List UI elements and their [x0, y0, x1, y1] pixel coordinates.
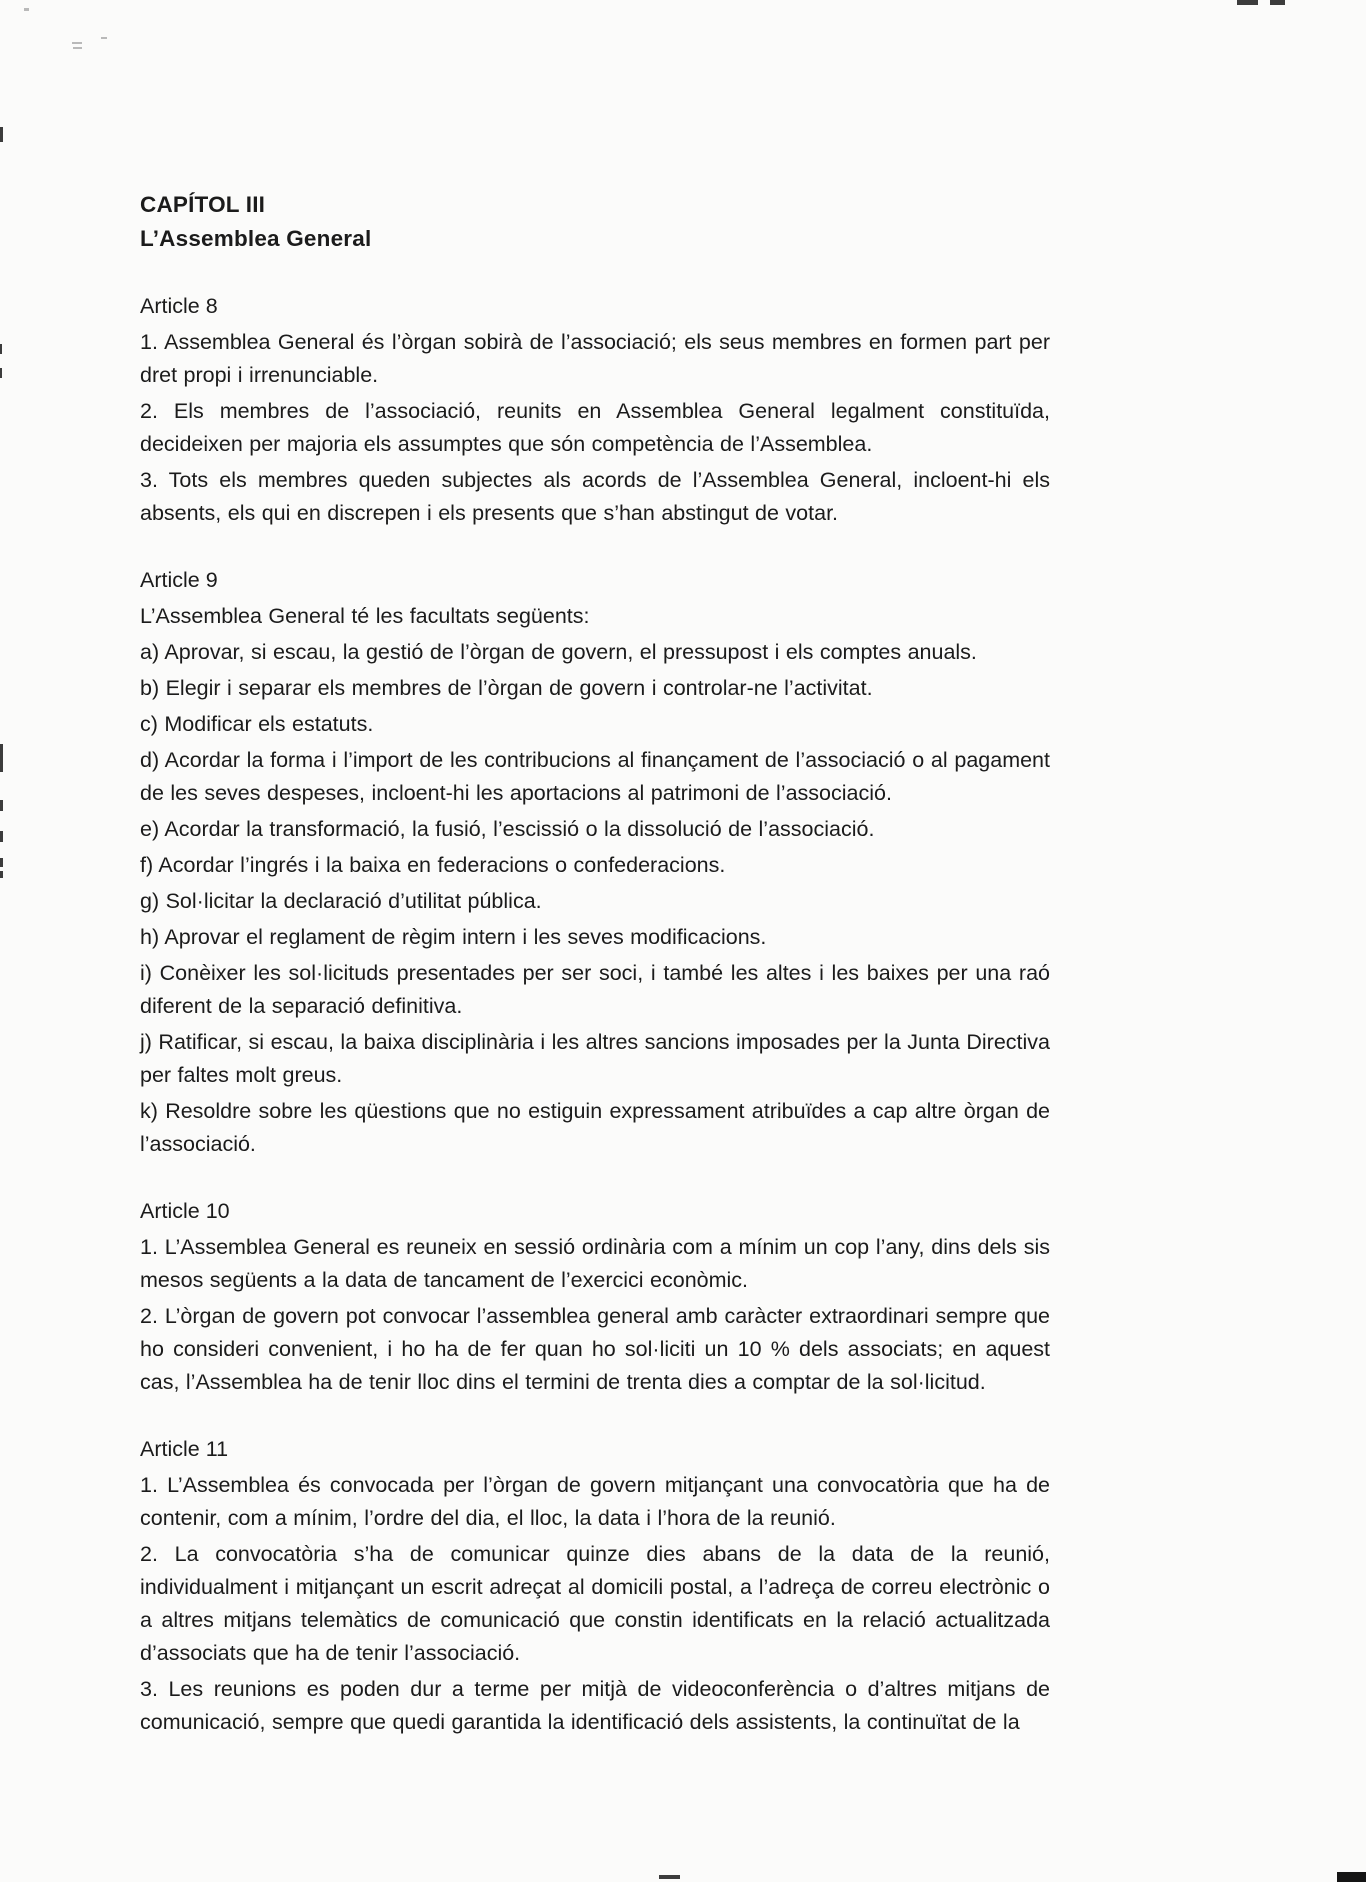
scan-artifact	[0, 871, 3, 878]
scan-artifact	[0, 858, 3, 867]
scan-artifact	[0, 744, 3, 772]
document-text-block	[140, 188, 1050, 1742]
article-8-paragraph-3: 3. Tots els membres queden subjectes als acords de l’Assemblea General, incloent-hi els absents, els qui en discrepen i els presents que s’han abstingut de votar.	[140, 468, 1050, 525]
chapter-subtitle: L’Assemblea General	[140, 226, 372, 251]
article-9-item-g: g) Sol·licitar la declaració d’utilitat pública.	[140, 889, 542, 913]
article-9-item-k: k) Resoldre sobre les qüestions que no estiguin expressament atribuïdes a cap altre òrgan de l’associació.	[140, 1099, 1050, 1156]
article-9-item-j: j) Ratificar, si escau, la baixa disciplinària i les altres sancions imposades per la Junta Directiva per faltes molt greus.	[140, 1030, 1050, 1087]
scan-artifact	[1337, 1872, 1366, 1882]
article-9-item-a: a) Aprovar, si escau, la gestió de l’òrgan de govern, el pressupost i els comptes anuals.	[140, 640, 977, 664]
article-8-paragraph-1: 1. Assemblea General és l’òrgan sobirà de l’associació; els seus membres en formen part per dret propi i irrenunciable.	[140, 330, 1050, 387]
article-9-item-c: c) Modificar els estatuts.	[140, 712, 374, 736]
article-11	[140, 1433, 1050, 1739]
article-9	[140, 564, 1050, 1161]
scan-artifact	[0, 127, 3, 142]
article-9-item-e: e) Acordar la transformació, la fusió, l’escissió o la dissolució de l’associació.	[140, 817, 875, 841]
article-9-heading: Article 9	[140, 568, 218, 592]
article-11-heading: Article 11	[140, 1437, 229, 1461]
article-11-paragraph-1: 1. L’Assemblea és convocada per l’òrgan de govern mitjançant una convocatòria que ha de contenir, com a mínim, l’ordre del dia, el lloc, la data i l’hora de la reunió.	[140, 1473, 1050, 1530]
article-9-item-h: h) Aprovar el reglament de règim intern i les seves modificacions.	[140, 925, 767, 949]
scan-artifact	[0, 368, 2, 378]
article-11-paragraph-3: 3. Les reunions es poden dur a terme per mitjà de videoconferència o d’altres mitjans de comunicació, sempre que quedi garantida la identificació dels assistents, la continuïtat de la	[140, 1677, 1050, 1734]
scan-artifact	[0, 344, 2, 354]
scan-artifact	[1270, 0, 1285, 5]
scan-artifact	[24, 8, 29, 11]
article-9-item-f: f) Acordar l’ingrés i la baixa en federacions o confederacions.	[140, 853, 726, 877]
article-9-item-d: d) Acordar la forma i l’import de les contribucions al finançament de l’associació o al pagament de les seves despeses, incloent-hi les aportacions al patrimoni de l’associació.	[140, 748, 1050, 805]
scan-artifact	[73, 47, 82, 49]
article-9-intro: L’Assemblea General té les facultats següents:	[140, 604, 590, 628]
scan-artifact	[1237, 0, 1258, 5]
chapter-title: CAPÍTOL III	[140, 192, 266, 217]
scan-artifact	[659, 1875, 680, 1879]
scan-artifact	[0, 800, 3, 811]
article-10-heading: Article 10	[140, 1199, 230, 1223]
article-8-paragraph-2: 2. Els membres de l’associació, reunits en Assemblea General legalment constituïda, decideixen per majoria els assumptes que són competència de l’Assemblea.	[140, 399, 1050, 456]
article-8	[140, 290, 1050, 530]
article-10-paragraph-2: 2. L’òrgan de govern pot convocar l’assemblea general amb caràcter extraordinari sempre que ho consideri convenient, i ho ha de fer quan ho sol·liciti un 10 % dels associats; en aquest cas, l’Assemblea ha de tenir lloc dins el termini de trenta dies a comptar de la sol·licitud.	[140, 1304, 1050, 1394]
article-9-item-i: i) Conèixer les sol·licituds presentades per ser soci, i també les altes i les baixes per una raó diferent de la separació definitiva.	[140, 961, 1050, 1018]
article-8-heading: Article 8	[140, 294, 218, 318]
article-9-item-b: b) Elegir i separar els membres de l’òrgan de govern i controlar-ne l’activitat.	[140, 676, 873, 700]
article-11-paragraph-2: 2. La convocatòria s’ha de comunicar quinze dies abans de la data de la reunió, individualment i mitjançant un escrit adreçat al domicili postal, a l’adreça de correu electrònic o a altres mitjans telemàtics de comunicació que constin identificats en la relació actualitzada d’associats que ha de tenir l’associació.	[140, 1542, 1050, 1665]
scan-artifact	[0, 831, 3, 842]
scan-artifact	[101, 37, 107, 39]
article-10-paragraph-1: 1. L’Assemblea General es reuneix en sessió ordinària com a mínim un cop l’any, dins dels sis mesos següents a la data de tancament de l’exercici econòmic.	[140, 1235, 1050, 1292]
scan-artifact	[72, 42, 82, 44]
article-10	[140, 1195, 1050, 1399]
